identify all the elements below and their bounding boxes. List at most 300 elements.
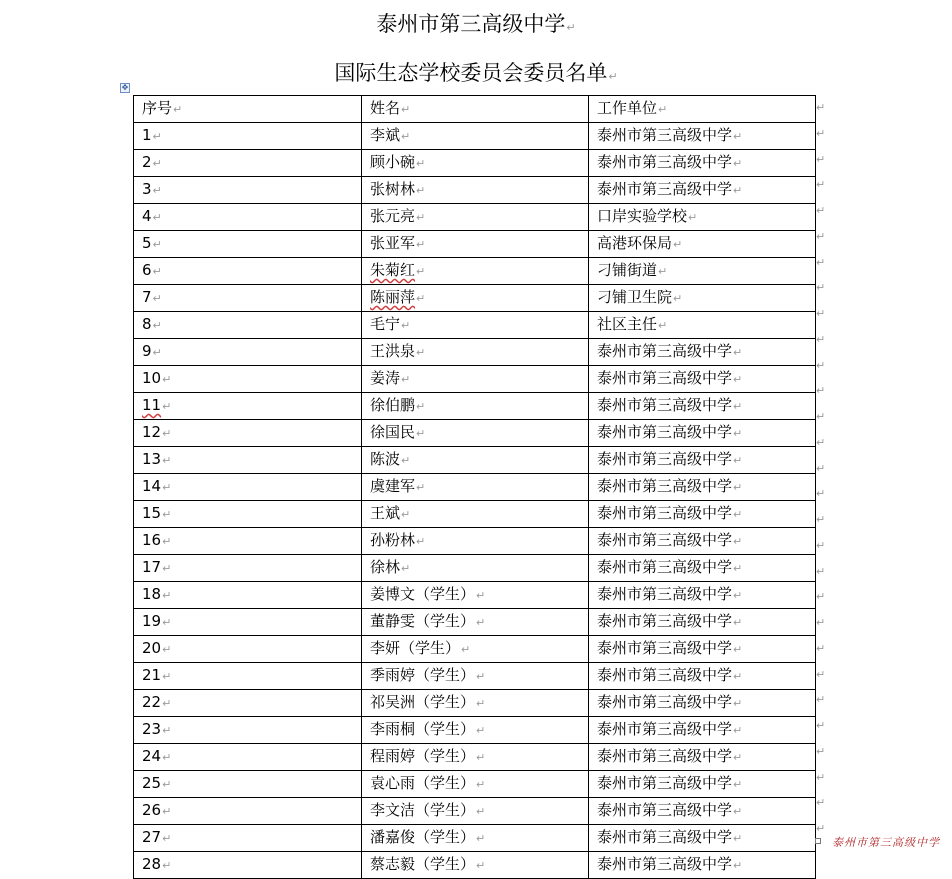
index-text: 6 [142, 261, 152, 279]
paragraph-mark: ↵ [733, 805, 743, 818]
cell-name[interactable] [362, 663, 589, 690]
row-end-mark: ↵ [816, 281, 826, 295]
cell-name[interactable] [362, 177, 589, 204]
header-cell-unit[interactable] [589, 96, 816, 123]
paragraph-mark: ↵ [733, 157, 743, 170]
cell-index[interactable] [134, 744, 362, 771]
paragraph-mark: ↵ [152, 157, 162, 170]
table-row [134, 528, 816, 555]
cell-name[interactable] [362, 258, 589, 285]
row-end-mark: ↵ [816, 461, 826, 475]
unit-text: 泰州市第三高级中学 [597, 342, 733, 360]
cell-name[interactable] [362, 123, 589, 150]
cell-index[interactable] [134, 852, 362, 879]
unit-text: 泰州市第三高级中学 [597, 639, 733, 657]
name-text: 董静雯（学生） [370, 612, 476, 630]
index-text: 15 [142, 504, 162, 522]
paragraph-mark: ↵ [416, 535, 426, 548]
table-row [134, 609, 816, 636]
unit-text: 泰州市第三高级中学 [597, 423, 733, 441]
cell-name[interactable] [362, 204, 589, 231]
index-text: 9 [142, 342, 152, 360]
table-row [134, 636, 816, 663]
table-row [134, 204, 816, 231]
cell-name[interactable] [362, 825, 589, 852]
cell-unit[interactable] [589, 582, 816, 609]
unit-text: 泰州市第三高级中学 [597, 828, 733, 846]
index-text: 19 [142, 612, 162, 630]
paragraph-mark: ↵ [152, 346, 162, 359]
table-row [134, 366, 816, 393]
name-text: 徐国民 [370, 423, 416, 441]
name-text: 顾小碗 [370, 153, 416, 171]
table-row [134, 717, 816, 744]
cell-index[interactable] [134, 258, 362, 285]
paragraph-mark: ↵ [476, 859, 486, 872]
unit-text: 泰州市第三高级中学 [597, 720, 733, 738]
paragraph-mark: ↵ [401, 562, 411, 575]
name-text: 蔡志毅（学生） [370, 855, 476, 873]
table-row [134, 771, 816, 798]
row-end-mark: ↵ [816, 435, 826, 449]
cell-unit[interactable] [589, 123, 816, 150]
cell-name[interactable] [362, 744, 589, 771]
header-unit-label: 工作单位 [597, 99, 658, 117]
member-table-body [134, 96, 816, 879]
paragraph-mark: ↵ [152, 292, 162, 305]
cell-name[interactable] [362, 852, 589, 879]
cell-index[interactable] [134, 825, 362, 852]
row-end-mark: ↵ [816, 796, 826, 810]
row-end-mark: ↵ [816, 358, 826, 372]
cell-name[interactable] [362, 717, 589, 744]
cell-index[interactable] [134, 474, 362, 501]
paragraph-mark: ↵ [152, 211, 162, 224]
paragraph-mark: ↵ [401, 508, 411, 521]
row-end-mark: ↵ [816, 384, 826, 398]
cell-name[interactable] [362, 474, 589, 501]
index-text: 17 [142, 558, 162, 576]
table-row [134, 744, 816, 771]
index-text: 5 [142, 234, 152, 252]
cell-unit[interactable] [589, 663, 816, 690]
paragraph-mark: ↵ [162, 481, 172, 494]
row-end-mark: ↵ [816, 178, 826, 192]
unit-text: 泰州市第三高级中学 [597, 153, 733, 171]
unit-text: 泰州市第三高级中学 [597, 450, 733, 468]
cell-unit[interactable] [589, 366, 816, 393]
table-row [134, 447, 816, 474]
index-text: 12 [142, 423, 162, 441]
table-resize-handle-icon[interactable] [815, 838, 821, 844]
paragraph-mark: ↵ [162, 589, 172, 602]
row-end-mark: ↵ [816, 564, 826, 578]
index-text: 8 [142, 315, 152, 333]
cell-unit[interactable] [589, 204, 816, 231]
table-row [134, 663, 816, 690]
index-text: 3 [142, 180, 152, 198]
cell-unit[interactable] [589, 393, 816, 420]
table-row [134, 123, 816, 150]
paragraph-mark: ↵ [733, 778, 743, 791]
paragraph-mark: ↵ [476, 616, 486, 629]
name-text: 毛宁 [370, 315, 401, 333]
unit-text: 泰州市第三高级中学 [597, 396, 733, 414]
paragraph-mark: ↵ [401, 454, 411, 467]
cell-name[interactable] [362, 393, 589, 420]
header-cell-index[interactable] [134, 96, 362, 123]
paragraph-mark: ↵ [152, 319, 162, 332]
paragraph-mark: ↵ [733, 643, 743, 656]
row-end-mark: ↵ [816, 667, 826, 681]
row-end-mark: ↵ [816, 152, 826, 166]
unit-text: 泰州市第三高级中学 [597, 693, 733, 711]
paragraph-mark: ↵ [416, 211, 426, 224]
cell-unit[interactable] [589, 717, 816, 744]
paragraph-mark: ↵ [152, 130, 162, 143]
paragraph-mark: ↵ [733, 400, 743, 413]
table-row [134, 474, 816, 501]
unit-text: 刁铺街道 [597, 261, 658, 279]
cell-unit[interactable] [589, 474, 816, 501]
paragraph-mark: ↵ [162, 643, 172, 656]
cell-name[interactable] [362, 312, 589, 339]
paragraph-mark: ↵ [476, 724, 486, 737]
paragraph-mark: ↵ [162, 832, 172, 845]
paragraph-mark: ↵ [162, 616, 172, 629]
cell-unit[interactable] [589, 258, 816, 285]
name-text: 季雨婷（学生） [370, 666, 476, 684]
paragraph-mark: ↵ [173, 103, 183, 116]
paragraph-mark: ↵ [162, 427, 172, 440]
header-cell-name[interactable] [362, 96, 589, 123]
cell-name[interactable] [362, 582, 589, 609]
cell-index[interactable] [134, 690, 362, 717]
index-text: 14 [142, 477, 162, 495]
index-text: 26 [142, 801, 162, 819]
paragraph-mark: ↵ [733, 616, 743, 629]
paragraph-mark: ↵ [152, 184, 162, 197]
cell-unit[interactable] [589, 285, 816, 312]
index-text: 27 [142, 828, 162, 846]
index-text: 11 [142, 396, 162, 414]
name-text: 朱菊红 [370, 261, 416, 279]
paragraph-mark: ↵ [162, 805, 172, 818]
name-text: 李文洁（学生） [370, 801, 476, 819]
row-end-mark: ↵ [816, 513, 826, 526]
cell-name[interactable] [362, 420, 589, 447]
cell-unit[interactable] [589, 312, 816, 339]
unit-text: 泰州市第三高级中学 [597, 801, 733, 819]
cell-index[interactable] [134, 393, 362, 420]
cell-name[interactable] [362, 798, 589, 825]
paragraph-mark: ↵ [733, 454, 743, 467]
index-text: 18 [142, 585, 162, 603]
cell-index[interactable] [134, 663, 362, 690]
index-text: 4 [142, 207, 152, 225]
paragraph-mark: ↵ [476, 697, 486, 710]
index-text: 7 [142, 288, 152, 306]
cell-name[interactable] [362, 636, 589, 663]
paragraph-mark: ↵ [416, 292, 426, 305]
unit-text: 泰州市第三高级中学 [597, 126, 733, 144]
paragraph-mark: ↵ [162, 724, 172, 737]
paragraph-mark: ↵ [733, 184, 743, 197]
paragraph-mark: ↵ [733, 859, 743, 872]
row-end-mark: ↵ [816, 770, 826, 784]
unit-text: 泰州市第三高级中学 [597, 612, 733, 630]
paragraph-mark: ↵ [416, 184, 426, 197]
row-end-mark: ↵ [816, 332, 826, 346]
cell-index[interactable] [134, 204, 362, 231]
cell-index[interactable] [134, 798, 362, 825]
cell-unit[interactable] [589, 771, 816, 798]
unit-text: 泰州市第三高级中学 [597, 774, 733, 792]
row-end-mark: ↵ [816, 101, 826, 114]
unit-text: 泰州市第三高级中学 [597, 585, 733, 603]
name-text: 陈丽萍 [370, 288, 416, 306]
row-end-mark: ↵ [816, 693, 826, 707]
table-row [134, 798, 816, 825]
table-row [134, 501, 816, 528]
paragraph-mark: ↵ [658, 103, 668, 116]
table-row [134, 690, 816, 717]
cell-unit[interactable] [589, 420, 816, 447]
cell-name[interactable] [362, 366, 589, 393]
paragraph-mark: ↵ [688, 211, 698, 224]
cell-name[interactable] [362, 501, 589, 528]
cell-unit[interactable] [589, 231, 816, 258]
paragraph-mark: ↵ [152, 265, 162, 278]
paragraph-mark: ↵ [162, 697, 172, 710]
unit-text: 社区主任 [597, 315, 658, 333]
paragraph-mark: ↵ [416, 346, 426, 359]
paragraph-mark: ↵ [401, 373, 411, 386]
row-end-mark: ↵ [816, 641, 826, 655]
paragraph-mark: ↵ [733, 130, 743, 143]
paragraph-mark: ↵ [733, 697, 743, 710]
cell-unit[interactable] [589, 825, 816, 852]
cell-unit[interactable] [589, 150, 816, 177]
cell-name[interactable] [362, 609, 589, 636]
unit-text: 泰州市第三高级中学 [597, 369, 733, 387]
row-end-mark: ↵ [816, 410, 826, 423]
paragraph-mark: ↵ [476, 805, 486, 818]
paragraph-mark: ↵ [162, 670, 172, 683]
unit-text: 泰州市第三高级中学 [597, 558, 733, 576]
cell-index[interactable] [134, 582, 362, 609]
name-text: 孙粉林 [370, 531, 416, 549]
paragraph-mark: ↵ [476, 832, 486, 845]
name-text: 李妍（学生） [370, 639, 461, 657]
row-end-mark: ↵ [816, 229, 826, 243]
cell-unit[interactable] [589, 852, 816, 879]
paragraph-mark: ↵ [566, 21, 576, 34]
unit-text: 高港环保局 [597, 234, 673, 252]
paragraph-mark: ↵ [162, 400, 172, 413]
cell-index[interactable] [134, 312, 362, 339]
title-line1-text: 泰州市第三高级中学 [376, 12, 566, 36]
cell-index[interactable] [134, 339, 362, 366]
row-end-mark: ↵ [816, 255, 826, 269]
cell-unit[interactable] [589, 636, 816, 663]
document-title-line2 [0, 59, 952, 91]
paragraph-mark: ↵ [476, 778, 486, 791]
index-text: 28 [142, 855, 162, 873]
cell-index[interactable] [134, 285, 362, 312]
cell-unit[interactable] [589, 339, 816, 366]
paragraph-mark: ↵ [416, 265, 426, 278]
paragraph-mark: ↵ [416, 238, 426, 251]
cell-index[interactable] [134, 123, 362, 150]
row-end-mark: ↵ [816, 822, 826, 835]
paragraph-mark: ↵ [733, 508, 743, 521]
paragraph-mark: ↵ [416, 427, 426, 440]
name-text: 李斌 [370, 126, 401, 144]
cell-index[interactable] [134, 771, 362, 798]
name-text: 潘嘉俊（学生） [370, 828, 476, 846]
paragraph-mark: ↵ [416, 481, 426, 494]
cell-index[interactable] [134, 501, 362, 528]
index-text: 22 [142, 693, 162, 711]
index-text: 23 [142, 720, 162, 738]
row-end-mark: ↵ [816, 616, 826, 629]
name-text: 张亚军 [370, 234, 416, 252]
paragraph-mark: ↵ [162, 373, 172, 386]
paragraph-mark: ↵ [733, 670, 743, 683]
paragraph-mark: ↵ [401, 319, 411, 332]
cell-index[interactable] [134, 636, 362, 663]
cell-name[interactable] [362, 555, 589, 582]
unit-text: 泰州市第三高级中学 [597, 855, 733, 873]
paragraph-mark: ↵ [476, 589, 486, 602]
cell-index[interactable] [134, 555, 362, 582]
member-table [133, 95, 816, 879]
cell-index[interactable] [134, 447, 362, 474]
paragraph-mark: ↵ [162, 778, 172, 791]
paragraph-mark: ↵ [673, 292, 683, 305]
cell-unit[interactable] [589, 177, 816, 204]
name-text: 虞建军 [370, 477, 416, 495]
unit-text: 泰州市第三高级中学 [597, 666, 733, 684]
row-end-mark: ↵ [816, 719, 826, 732]
name-text: 张树林 [370, 180, 416, 198]
name-text: 祁吴洲（学生） [370, 693, 476, 711]
paragraph-mark: ↵ [476, 670, 486, 683]
paragraph-mark: ↵ [733, 481, 743, 494]
table-row [134, 852, 816, 879]
paragraph-mark: ↵ [733, 373, 743, 386]
paragraph-mark: ↵ [162, 508, 172, 521]
table-row [134, 177, 816, 204]
paragraph-mark: ↵ [733, 535, 743, 548]
name-text: 姜涛 [370, 369, 401, 387]
cell-index[interactable] [134, 366, 362, 393]
unit-text: 泰州市第三高级中学 [597, 531, 733, 549]
paragraph-mark: ↵ [152, 238, 162, 251]
paragraph-mark: ↵ [608, 70, 618, 83]
index-text: 24 [142, 747, 162, 765]
row-end-mark: ↵ [816, 487, 826, 501]
cell-name[interactable] [362, 150, 589, 177]
name-text: 王洪泉 [370, 342, 416, 360]
index-text: 1 [142, 126, 152, 144]
cell-name[interactable] [362, 285, 589, 312]
cell-unit[interactable] [589, 501, 816, 528]
row-end-mark: ↵ [816, 538, 826, 552]
paragraph-mark: ↵ [476, 751, 486, 764]
table-row [134, 420, 816, 447]
unit-text: 泰州市第三高级中学 [597, 504, 733, 522]
paragraph-mark: ↵ [416, 400, 426, 413]
row-end-mark: ↵ [816, 307, 826, 320]
cell-unit[interactable] [589, 690, 816, 717]
table-row [134, 258, 816, 285]
name-text: 程雨婷（学生） [370, 747, 476, 765]
name-text: 王斌 [370, 504, 401, 522]
name-text: 袁心雨（学生） [370, 774, 476, 792]
unit-text: 泰州市第三高级中学 [597, 180, 733, 198]
cell-index[interactable] [134, 150, 362, 177]
table-row [134, 393, 816, 420]
paragraph-mark: ↵ [733, 832, 743, 845]
cell-unit[interactable] [589, 798, 816, 825]
header-index-label: 序号 [142, 99, 173, 117]
table-row [134, 582, 816, 609]
cell-index[interactable] [134, 231, 362, 258]
cell-unit[interactable] [589, 744, 816, 771]
paragraph-mark: ↵ [162, 454, 172, 467]
cell-index[interactable] [134, 528, 362, 555]
paragraph-mark: ↵ [461, 643, 471, 656]
cell-name[interactable] [362, 771, 589, 798]
index-text: 16 [142, 531, 162, 549]
cell-unit[interactable] [589, 447, 816, 474]
watermark-logo: 泰州市第三高级中学 [832, 836, 940, 849]
paragraph-mark: ↵ [733, 589, 743, 602]
name-text: 张元亮 [370, 207, 416, 225]
cell-name[interactable] [362, 528, 589, 555]
unit-text: 泰州市第三高级中学 [597, 477, 733, 495]
cell-name[interactable] [362, 690, 589, 717]
title-line2-text: 国际生态学校委员会委员名单 [334, 61, 608, 85]
cell-index[interactable] [134, 717, 362, 744]
name-text: 姜博文（学生） [370, 585, 476, 603]
table-move-handle-icon[interactable]: ✥ [121, 83, 129, 92]
cell-index[interactable] [134, 420, 362, 447]
cell-unit[interactable] [589, 555, 816, 582]
table-row [134, 285, 816, 312]
cell-unit[interactable] [589, 609, 816, 636]
name-text: 徐伯鹏 [370, 396, 416, 414]
table-row [134, 825, 816, 852]
cell-unit[interactable] [589, 528, 816, 555]
unit-text: 口岸实验学校 [597, 207, 688, 225]
paragraph-mark: ↵ [162, 859, 172, 872]
paragraph-mark: ↵ [658, 265, 668, 278]
cell-index[interactable] [134, 177, 362, 204]
row-end-mark: ↵ [816, 590, 826, 604]
row-end-mark: ↵ [816, 744, 826, 758]
unit-text: 刁铺卫生院 [597, 288, 673, 306]
cell-name[interactable] [362, 447, 589, 474]
cell-name[interactable] [362, 339, 589, 366]
table-row [134, 312, 816, 339]
paragraph-mark: ↵ [401, 130, 411, 143]
cell-index[interactable] [134, 609, 362, 636]
row-end-mark: ↵ [816, 204, 826, 217]
cell-name[interactable] [362, 231, 589, 258]
